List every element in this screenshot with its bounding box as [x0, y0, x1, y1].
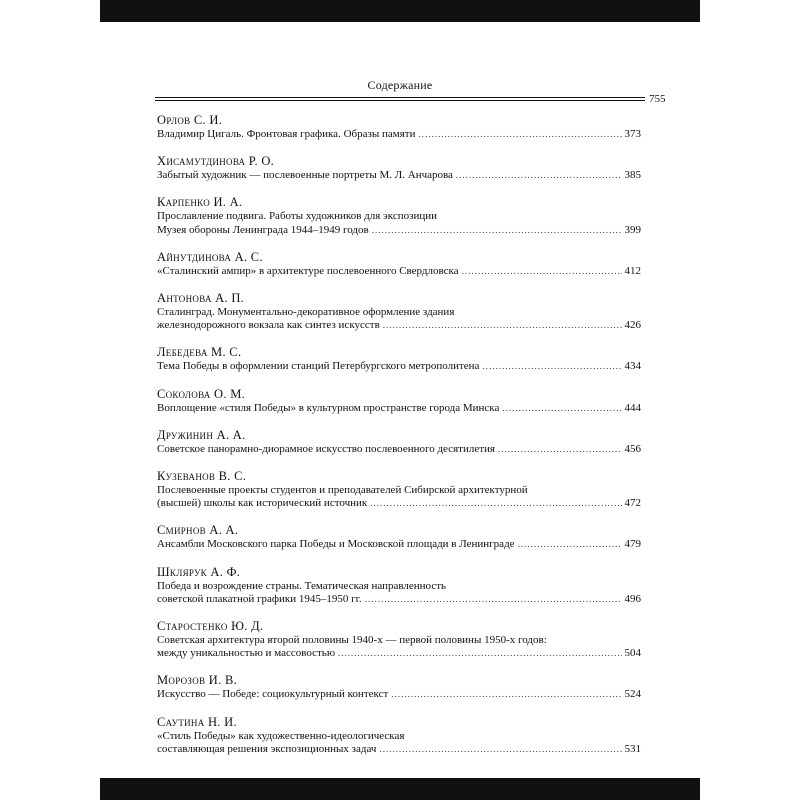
toc-entry-title-line: Победа и возрождение страны. Тематическая направленность — [157, 579, 447, 592]
toc-entry-title-line: Забытый художник — послевоенные портреты М. Л. Анчарова — [157, 169, 453, 182]
toc-entry — [157, 523, 641, 551]
toc-entry-title-row — [157, 360, 641, 373]
toc-entry-title-row — [157, 593, 641, 606]
toc-entry-title-line: Воплощение «стиля Победы» в культурном пространстве города Минска — [157, 401, 500, 414]
toc-entry-title-line: «Стиль Победы» как художественно-идеологическая — [157, 729, 405, 742]
toc-entry-page: 399 — [624, 223, 641, 236]
bottom-scan-border — [100, 778, 700, 800]
toc-entry-author: Шклярук А. Ф. — [157, 564, 241, 579]
toc-entry-author: Старостенко Ю. Д. — [157, 619, 264, 634]
toc-entry-author: Лебедева М. С. — [157, 345, 242, 360]
toc-entry-author: Карпенко И. А. — [157, 195, 243, 210]
table-of-contents — [157, 113, 641, 769]
dot-leader — [372, 224, 622, 237]
header-rule-lower — [155, 100, 645, 101]
page-header-title: Содержание — [367, 78, 433, 92]
toc-entry-page: 456 — [624, 442, 641, 455]
dot-leader — [518, 538, 622, 551]
toc-entry — [157, 387, 641, 415]
toc-entry-page: 531 — [624, 742, 641, 755]
toc-entry — [157, 113, 641, 141]
toc-entry — [157, 428, 641, 456]
toc-entry — [157, 250, 641, 278]
toc-entry — [157, 291, 641, 332]
toc-entry-author: Морозов И. В. — [157, 673, 238, 688]
dot-leader — [502, 402, 621, 415]
toc-entry-author: Орлов С. И. — [157, 113, 223, 127]
toc-entry-author: Кузеванов В. С. — [157, 469, 247, 484]
toc-entry-title-line: Тема Победы в оформлении станций Петербургского метрополитена — [157, 360, 480, 373]
toc-entry-page: 496 — [624, 592, 641, 605]
toc-entry-page: 504 — [624, 647, 641, 660]
toc-entry-title-row — [157, 128, 641, 141]
toc-entry-title-row — [157, 319, 641, 332]
toc-entry-author: Хисамутдинова Р. О. — [157, 154, 275, 169]
dot-leader — [462, 265, 622, 278]
toc-entry — [157, 154, 641, 182]
toc-entry-page: 426 — [624, 319, 641, 332]
toc-entry — [157, 673, 641, 701]
toc-entry-title-line: Владимир Цигаль. Фронтовая графика. Образы памяти — [157, 128, 416, 140]
toc-entry — [157, 715, 641, 756]
toc-entry-page: 444 — [624, 401, 641, 414]
toc-entry-author: Дружинин А. А. — [157, 427, 246, 442]
toc-entry-title-line: составляющая решения экспозиционных задач — [157, 742, 377, 755]
toc-entry-author: Саутина Н. И. — [157, 714, 237, 729]
toc-entry-title-line: между уникальностью и массовостью — [157, 647, 336, 660]
toc-entry-title-row — [157, 647, 641, 660]
toc-entry-title-row — [157, 224, 641, 237]
toc-entry-author: Соколова О. М. — [157, 386, 246, 401]
dot-leader — [418, 128, 621, 141]
toc-entry-title-line: Прославление подвига. Работы художников для экспозиции — [157, 210, 438, 223]
toc-entry — [157, 345, 641, 373]
toc-entry-page: 385 — [624, 169, 641, 182]
toc-entry — [157, 619, 641, 660]
toc-entry-title-line: Сталинград. Монументально-декоративное оформление здания — [157, 306, 455, 319]
toc-entry-title-line: «Сталинский ампир» в архитектуре послевоенного Свердловска — [157, 264, 459, 277]
toc-entry-title-line: Искусство — Победе: социокультурный контекст — [157, 688, 389, 701]
toc-entry-page: 373 — [624, 128, 641, 140]
top-scan-border — [100, 0, 700, 22]
toc-entry-title-line: Музея обороны Ленинграда 1944–1949 годов — [157, 223, 369, 236]
toc-entry-title-row — [157, 497, 641, 510]
toc-entry-page: 479 — [624, 538, 641, 551]
toc-entry-page: 434 — [624, 360, 641, 373]
dot-leader — [379, 743, 621, 756]
header-rule-upper — [155, 97, 645, 98]
toc-entry-title-line: советской плакатной графики 1945–1950 гг. — [157, 592, 362, 605]
dot-leader — [365, 593, 622, 606]
dot-leader — [482, 360, 621, 373]
toc-entry-page: 412 — [624, 264, 641, 277]
toc-entry-author: Смирнов А. А. — [157, 523, 239, 538]
toc-entry-title-line: Ансамбли Московского парка Победы и Московской площади в Ленинграде — [157, 538, 515, 551]
toc-entry-title-row — [157, 743, 641, 756]
toc-entry-title-row — [157, 402, 641, 415]
toc-entry-author: Айнутдинова А. С. — [157, 249, 263, 264]
toc-entry-page: 524 — [624, 688, 641, 701]
toc-entry — [157, 469, 641, 510]
dot-leader — [456, 169, 622, 182]
toc-entry-title-row — [157, 538, 641, 551]
toc-entry — [157, 195, 641, 236]
toc-entry-page: 472 — [624, 497, 641, 510]
toc-entry-author: Антонова А. П. — [157, 291, 245, 306]
dot-leader — [383, 319, 622, 332]
toc-entry-title-row — [157, 169, 641, 182]
dot-leader — [391, 688, 621, 701]
toc-entry-title-row — [157, 443, 641, 456]
page-number: 755 — [649, 93, 666, 105]
toc-entry-title-line: Послевоенные проекты студентов и преподавателей Сибирской архитектурной — [157, 484, 528, 497]
toc-entry-title-line: железнодорожного вокзала как синтез искусств — [157, 319, 380, 332]
toc-entry-title-line: (высшей) школы как исторический источник — [157, 497, 368, 510]
toc-entry-title-row — [157, 265, 641, 278]
toc-entry-title-line: Советское панорамно-диорамное искусство послевоенного десятилетия — [157, 442, 495, 455]
toc-entry-title-line: Советская архитектура второй половины 1940-х — первой половины 1950-х годов: — [157, 634, 547, 647]
toc-entry-title-row — [157, 688, 641, 701]
dot-leader — [498, 443, 622, 456]
dot-leader — [370, 497, 621, 510]
toc-entry — [157, 565, 641, 606]
dot-leader — [338, 647, 621, 660]
